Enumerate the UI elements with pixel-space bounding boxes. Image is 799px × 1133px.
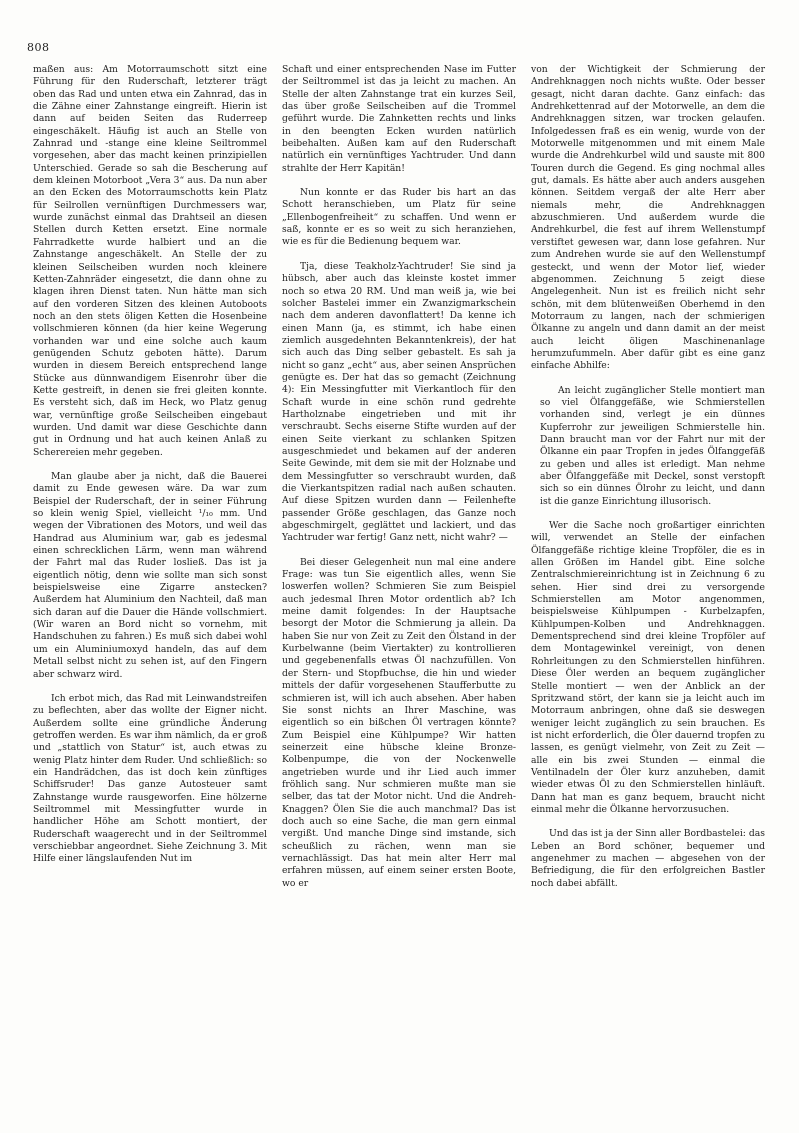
indented-instruction-paragraph: An leicht zugänglicher Stelle montiert man so viel Ölfanggefäße, wie Schmierstellen vorhanden sind, verlegt je ein dünnes Kupferrohr zur jeweiligen Schmierstelle hin. Dann braucht man vor der Fahrt nur mit der Ölkanne ein paar Tropfen in jedes Ölfanggefäß zu geben und alles ist erledigt. Man nehme aber Ölfanggefäße mit Deckel, sonst verstopft sich so ein dünnes Ölrohr zu leicht, und dann ist die ganze Einrichtung illusorisch. xyxy=(540,384,765,507)
paragraph: Tja, diese Teakholz-Yachtruder! Sie sind ja hübsch, aber auch das kleinste kostet immer noch so etwa 20 RM. Und man weiß ja, wie bei solcher Bastelei immer ein Zwanzigmarkschein nach dem anderen davonflattert! Da kenne ich einen Mann (ja, es stimmt, ich habe einen ziemlich ausgedehnten Bekanntenkreis), der hat sich auch das Ding selber gebastelt. Es sah ja nicht so ganz „echt“ aus, aber seinen Ansprüchen genügte es. Der hat das so gemacht (Zeichnung 4): Ein Messingfutter mit Vierkantloch für den Schaft wurde in eine schön rund gedrehte Hartholznabe eingetrieben und mit ihr verschraubt. Sechs eiserne Stifte wurden auf der einen Seite vierkant zu schlanken Spitzen ausgeschmiedet und bekamen auf der anderen Seite Gewinde, mit dem sie mit der Holznabe und dem Messingfutter so verschraubt wurden, daß die Vierkantspitzen radial nach außen schauten. Auf diese Spitzen wurden dann — Feilenhefte passender Größe geschlagen, das Ganze noch abgeschmirgelt, geglättet und lackiert, und das Yachtruder war fertig! Ganz nett, nicht wahr? — xyxy=(282,260,516,544)
paragraph: Und das ist ja der Sinn aller Bordbastelei: das Leben an Bord schöner, bequemer und angenehmer zu machen — abgesehen von der Befriedigung, die für den erfolgreichen Bastler noch dabei abfällt. xyxy=(531,828,765,889)
paragraph: Bei dieser Gelegenheit nun mal eine andere Frage: was tun Sie eigentlich alles, wenn Sie loswerfen wollen? Schmieren Sie zum Beispiel auch jedesmal Ihren Motor ordentlich ab? Ich meine damit folgendes: In der Hauptsache besorgt der Motor die Schmierung ja allein. Da haben Sie nur von Zeit zu Zeit den Ölstand in der Kurbelwanne (beim Viertakter) zu kontrollieren und gegebenenfalls etwas Öl nachzufüllen. Von der Stern- und Stopfbuchse, die hin und wieder mittels der dafür vorgesehenen Staufferbutte zu schmieren ist, will ich auch absehen. Aber haben Sie sonst nichts an Ihrer Maschine, was eigentlich so ein bißchen Öl vertragen könnte? Zum Beispiel eine Kühlpumpe? Wir hatten seinerzeit eine hübsche kleine Bronze-Kolbenpumpe, die von der Nockenwelle angetrieben wurde und ihr Lied auch immer fröhlich sang. Nur schmieren mußte man sie selber, das tat der Motor nicht. Und die Andreh-Knaggen? Ölen Sie die auch manchmal? Das ist doch auch so eine Sache, die man gern einmal vergißt. Und manche Dinge sind imstande, sich scheußlich zu rächen, wenn man sie vernachlässigt. Das hat mein alter Herr mal erfahren müssen, auf einem seiner ersten Boote, wo er xyxy=(282,556,516,889)
paragraph: Schaft und einer entsprechenden Nase im Futter der Seiltrommel ist das ja leicht zu machen. An Stelle der alten Zahnstange trat ein kurzes Seil, das über große Seilscheiben auf die Trommel geführt wurde. Die Zahnketten rechts und links in den beengten Ecken wurden natürlich beibehalten. Außen kam auf den Ruderschaft natürlich ein vernünftiges Yachtruder. Und dann strahlte der Herr Kapitän! xyxy=(282,64,516,174)
paragraph: Man glaube aber ja nicht, daß die Bauerei damit zu Ende gewesen wäre. Da war zum Beispiel der Ruderschaft, der in seiner Führung so klein wenig Spiel, vielleicht ¹/₁₀ mm. Und wegen der Vibrationen des Motors, und weil das Handrad aus Aluminium war, gab es jedesmal einen schrecklichen Lärm, wenn man während der Fahrt mal das Ruder losließ. Das ist ja eigentlich nötig, denn wie sollte man sich sonst beispielsweise eine Zigarre anstecken? Außerdem hat Aluminium den Nachteil, daß man sich daran auf die Dauer die Hände vollschmiert. (Wir waren an Bord nicht so vornehm, mit Handschuhen zu fahren.) Es muß sich dabei wohl um ein Aluminiumoxyd handeln, das auf dem Metall selbst nicht zu sehen ist, auf den Fingern aber schwarz wird. xyxy=(33,471,267,680)
paragraph: Ich erbot mich, das Rad mit Leinwandstreifen zu beflechten, aber das wollte der Eigner nicht. Außerdem sollte eine gründliche Änderung getroffen werden. Es war ihm nämlich, da er groß und „stattlich von Statur“ ist, auch etwas zu wenig Platz hinter dem Ruder. Und schließlich: so ein Handrädchen, das ist doch kein zünftiges Schiffsruder! Das ganze Autosteuer samt Zahnstange wurde rausgeworfen. Eine hölzerne Seiltrommel mit Messingfutter wurde in handlicher Höhe am Schott montiert, der Ruderschaft waagerecht und in der Seiltrommel verschiebbar angeordnet. Siehe Zeichnung 3. Mit Hilfe einer längslaufenden Nut im xyxy=(33,692,267,865)
paragraph: Nun konnte er das Ruder bis hart an das Schott heranschieben, um Platz für seine „Ellenbogenfreiheit“ zu schaffen. Und wenn er saß, konnte er es so weit zu sich heranziehen, wie es für die Bedienung bequem war. xyxy=(282,187,516,248)
text-column-1 xyxy=(33,64,267,878)
text-column-2 xyxy=(282,64,516,902)
paragraph: maßen aus: Am Motorraumschott sitzt eine Führung für den Ruderschaft, letzterer trägt oben das Rad und unten etwa ein Zahnrad, das in die Zähne einer Zahnstange eingreift. Hierin ist dann auf beiden Seiten das Ruderreep eingeschäkelt. Häufig ist auch an Stelle von Zahnrad und -stange eine kleine Seiltrommel vorgesehen, aber das macht keinen prinzipiellen Unterschied. Gerade so sah die Bescherung auf dem kleinen Motorboot „Vera 3“ aus. Da nun aber an den Ecken des Motorraumschotts kein Platz für Seilrollen vernünftigen Durchmessers war, wurde zunächst einmal das Drahtseil an diesen Stellen durch Ketten ersetzt. Eine normale Fahrradkette wurde halbiert und an die Zahnstange angeschäkelt. An Stelle der zu kleinen Seilscheiben wurden noch kleinere Ketten-Zahnräder eingesetzt, die dann ohne zu klagen ihren Dienst taten. Nun hätte man sich auf den vorderen Sitzen des kleinen Autoboots noch an den stets öligen Ketten die Hosenbeine vollschmieren können (da hier keine Wegerung vorhanden war und eine solche auch kaum genügenden Schutz geboten hätte). Darum wurden in diesem Bereich entsprechend lange Stücke aus dünnwandigem Eisenrohr über die Kette gestreift, in denen sie frei gleiten konnte. Es versteht sich, daß im Heck, wo Platz genug war, vernünftige große Seilscheiben eingebaut wurden. Und damit war diese Geschichte dann gut in Ordnung und hat auch keinen Anlaß zu Scherereien mehr gegeben. xyxy=(33,64,267,458)
text-column-3 xyxy=(531,64,765,902)
page-number: 808 xyxy=(27,41,50,54)
paragraph: von der Wichtigkeit der Schmierung der Andrehknaggen noch nichts wußte. Oder besser gesagt, nicht daran dachte. Ganz einfach: das Andrehkettenrad auf der Motorwelle, an dem die Andrehknaggen sitzen, war trocken gelaufen. Infolgedessen fraß es ein wenig, wurde von der Motorwelle mitgenommen und mit einem Male wurde die Andrehkurbel wild und sauste mit 800 Touren durch die Gegend. Es ging nochmal alles gut, damals. Es hätte aber auch anders ausgehen können. Seitdem vergaß der alte Herr aber niemals mehr, die Andrehknaggen abzuschmieren. Und außerdem wurde die Andrehkurbel, die fest auf ihrem Wellenstumpf verstiftet gewesen war, dann lose gefahren. Nur zum Andrehen wurde sie auf den Wellenstumpf gesteckt, und wenn der Motor lief, wieder abgenommen. Zeichnung 5 zeigt diese Angelegenheit. Nun ist es freilich nicht sehr schön, mit dem blütenweißen Oberhemd in den Motorraum zu langen, nach der schmierigen Ölkanne zu angeln und dann damit an der meist auch leicht öligen Maschinenanlage herumzufummeln. Aber dafür gibt es eine ganz einfache Abhilfe: xyxy=(531,64,765,372)
paragraph: Wer die Sache noch großartiger einrichten will, verwendet an Stelle der einfachen Ölfanggefäße richtige kleine Tropföler, die es in allen Größen im Handel gibt. Eine solche Zentralschmiereinrichtung ist in Zeichnung 6 zu sehen. Hier sind drei zu versorgende Schmierstellen am Motor angenommen, beispielsweise Kühlpumpen - Kurbelzapfen, Kühlpumpen-Kolben und Andrehknaggen. Dementsprechend sind drei kleine Tropföler auf dem Montagewinkel vereinigt, von denen Rohrleitungen zu den Schmierstellen hinführen. Diese Öler werden an bequem zugänglicher Stelle montiert — wen der Anblick an der Spritzwand stört, der kann sie ja leicht auch im Motorraum anbringen, ohne daß sie deswegen weniger leicht zugänglich zu sein brauchen. Es ist nicht erforderlich, die Öler dauernd tropfen zu lassen, es genügt vielmehr, von Zeit zu Zeit — alle ein bis zwei Stunden — einmal die Ventilnadeln der Öler kurz anzuheben, damit wieder etwas Öl zu den Schmierstellen hinläuft. Dann hat man es ganz bequem, braucht nicht einmal mehr die Ölkanne hervorzusuchen. xyxy=(531,520,765,815)
